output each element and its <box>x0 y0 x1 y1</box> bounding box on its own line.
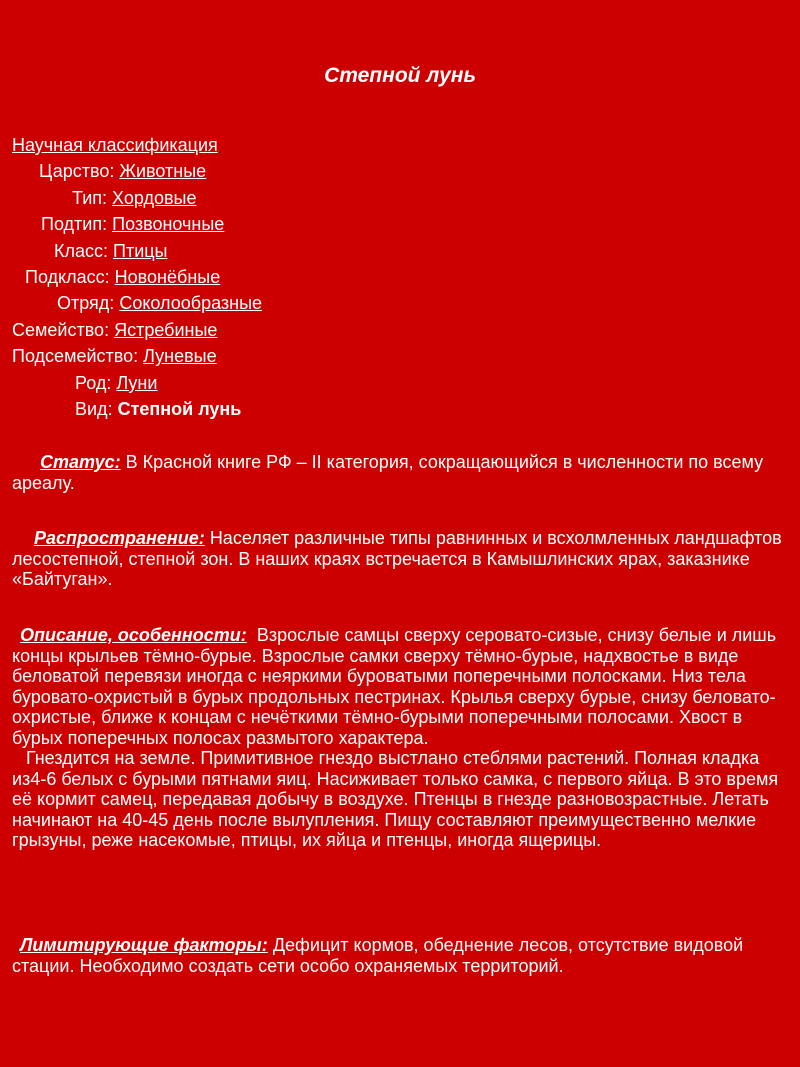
status-text: В Красной книге РФ – II категория, сокращающийся в численности по всему ареалу. <box>12 452 764 493</box>
limiting-text: Дефицит кормов, обеднение лесов, отсутствие видовой стации. Необходимо создать сети особо охраняемых территорий. <box>12 935 744 976</box>
row-label: Вид: <box>75 399 113 420</box>
status-heading: Статус: <box>40 452 121 472</box>
classification-block <box>12 132 262 422</box>
status-section <box>12 452 792 493</box>
distribution-section <box>12 528 792 590</box>
row-value: Позвоночные <box>112 214 225 235</box>
classification-row-genus <box>12 370 262 396</box>
limiting-section <box>12 935 792 976</box>
distribution-heading: Распространение: <box>34 528 205 548</box>
description-paragraph <box>12 625 792 748</box>
classification-heading: Научная классификация <box>12 135 218 155</box>
classification-row-subphylum <box>12 211 262 237</box>
row-value: Хордовые <box>112 187 197 208</box>
classification-row-subfamily <box>12 343 262 369</box>
row-label: Подтип: <box>41 214 108 235</box>
row-value: Луневые <box>143 346 217 367</box>
row-label: Подкласс: <box>25 267 110 288</box>
classification-row-class <box>12 238 262 264</box>
nesting-paragraph <box>12 748 792 851</box>
nesting-text: Гнездится на земле. Примитивное гнездо выстлано стеблями растений. Полная кладка из4-6 белых с бурыми пятнами яиц. Насиживает только самка, с первого яйца. В это время её кормит самец, передавая добычу в воздухе. Птенцы в гнезде разновозрастные. Летать начинают на 40-45 день после вылупления. Пищу составляют преимущественно мелкие грызуны, реже насекомые, птицы, их яйца и птенцы, иногда ящерицы. <box>12 748 779 850</box>
row-value: Новонёбные <box>114 267 221 288</box>
limiting-heading: Лимитирующие факторы: <box>20 935 268 955</box>
row-value: Луни <box>116 372 158 393</box>
row-value: Степной лунь <box>117 399 242 420</box>
description-text: Взрослые самцы сверху серовато-сизые, снизу белые и лишь концы крыльев тёмно-бурые. Взрослые самки сверху тёмно-бурые, надхвостье в виде беловатой перевязи иногда с неяркими буроватыми поперечными полосками. Низ тела буровато-охристый в бурых продольных пестринах. Крылья сверху бурые, снизу беловато-охристые, ближе к концам с нечёткими тёмно-бурыми поперечными полосами. Хвост в бурых поперечных полосах размытого характера. <box>12 625 777 748</box>
row-label: Царство: <box>39 161 115 182</box>
classification-row-species <box>12 396 262 422</box>
page-title: Степной лунь <box>324 64 476 87</box>
row-label: Класс: <box>54 240 108 261</box>
distribution-text: Населяет различные типы равнинных и всхолмленных ландшафтов лесостепной, степной зон. В наших краях встречается в Камышлинских ярах, заказнике «Байтуган». <box>12 528 782 589</box>
row-value: Птицы <box>113 240 168 261</box>
row-label: Отряд: <box>57 293 115 314</box>
classification-row-subclass <box>12 264 262 290</box>
row-label: Подсемейство: <box>12 346 139 367</box>
row-label: Тип: <box>72 187 108 208</box>
classification-row-phylum <box>12 185 262 211</box>
classification-row-family <box>12 317 262 343</box>
row-value: Ястребиные <box>114 319 218 340</box>
row-value: Животные <box>119 161 207 182</box>
description-heading: Описание, особенности: <box>20 625 247 645</box>
row-label: Семейство: <box>12 319 110 340</box>
classification-row-order <box>12 290 262 316</box>
row-label: Род: <box>75 372 112 393</box>
classification-row-kingdom <box>12 158 262 184</box>
row-value: Соколообразные <box>119 293 263 314</box>
description-section <box>12 625 792 851</box>
